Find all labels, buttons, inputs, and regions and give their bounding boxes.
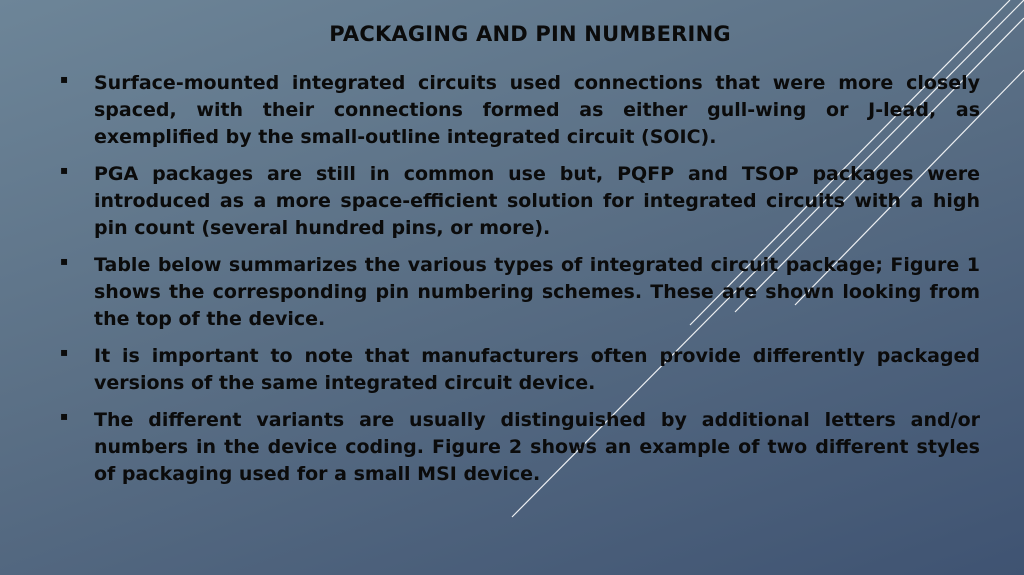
bullet-text: Table below summarizes the various types of integrated circuit package; Figure 1 shows the corresponding pin numbering schemes. These are shown looking from the top of the device. — [94, 254, 980, 330]
bullet-text: PGA packages are still in common use but, PQFP and TSOP packages were introduced as a more space-efficient solution for integrated circuits with a high pin count (several hundred pins, or more). — [94, 163, 980, 239]
square-bullet-icon: ▪ — [60, 163, 69, 177]
bullet-text: Surface-mounted integrated circuits used connections that were more closely spaced, with their connections formed as either gull-wing or J-lead, as exemplified by the small-outline integrated circuit (SOIC). — [94, 72, 980, 148]
list-item — [60, 70, 980, 151]
bullet-text: The different variants are usually distinguished by additional letters and/or numbers in the device coding. Figure 2 shows an example of two different styles of packaging used for a small MSI device. — [94, 409, 980, 485]
list-item — [60, 343, 980, 397]
page-title: PACKAGING AND PIN NUMBERING — [329, 22, 731, 46]
list-item — [60, 252, 980, 333]
bullet-text: It is important to note that manufacturers often provide differently packaged versions of the same integrated circuit device. — [94, 345, 980, 394]
list-item — [60, 161, 980, 242]
square-bullet-icon: ▪ — [60, 254, 69, 268]
square-bullet-icon: ▪ — [60, 72, 69, 86]
bullet-list — [60, 70, 980, 498]
square-bullet-icon: ▪ — [60, 345, 69, 359]
list-item — [60, 407, 980, 488]
square-bullet-icon: ▪ — [60, 409, 69, 423]
